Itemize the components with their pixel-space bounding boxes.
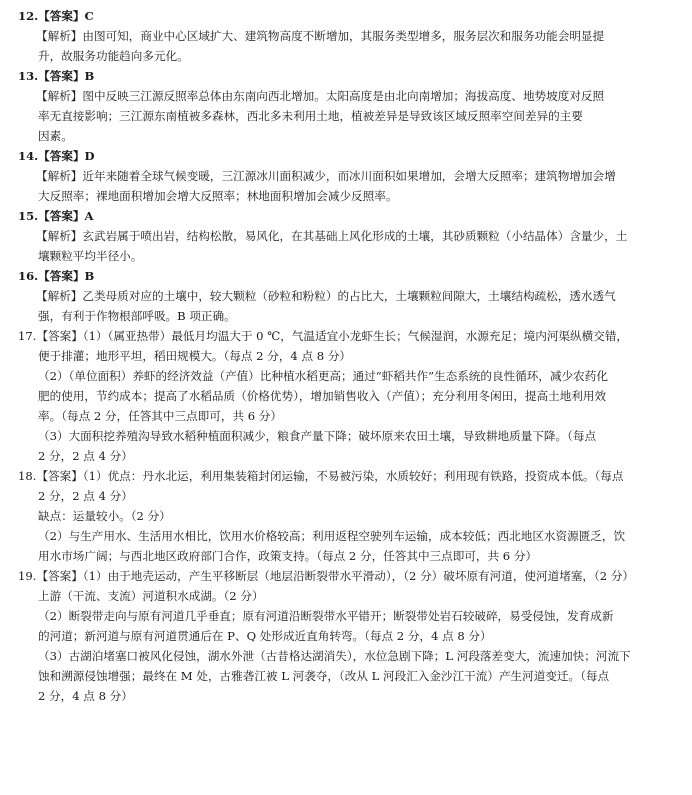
answer-text-line: （3）古湖泊堵塞口被风化侵蚀，湖水外泄（古昔格达湖消失），水位急剧下降；L 河段落差变大，流速加快；河流下 bbox=[38, 649, 631, 663]
answer-item bbox=[18, 566, 678, 706]
answer-text-line: 用水市场广阔；与西北地区政府部门合作，政策支持。（每点 2 分，任答其中三点即可，共 6 分） bbox=[38, 549, 538, 563]
answer-text-line: 2 分，2 点 4 分） bbox=[38, 449, 133, 463]
answer-text-line: 蚀和溯源侵蚀增强；最终在 M 处，古雅砻江被 L 河袭夺，（改从 L 河段汇入金沙江干流）产生河道变迁。（每点 bbox=[38, 669, 610, 683]
answer-header-line: 15.【答案】A bbox=[18, 209, 94, 223]
answer-header-line: 14.【答案】D bbox=[18, 149, 95, 163]
answer-text-line: 【解析】玄武岩属于喷出岩，结构松散，易风化，在其基础上风化形成的土壤，其砂质颗粒（小结晶体）含量少，土 bbox=[36, 229, 628, 243]
answer-item bbox=[18, 326, 678, 466]
answer-item bbox=[18, 266, 678, 326]
answer-text-line: 【解析】图中反映三江源反照率总体由东南向西北增加。太阳高度是由北向南增加；海拔高度、地势坡度对反照 bbox=[36, 89, 605, 103]
answer-header-line: 18.【答案】（1）优点：丹水北运，利用集装箱封闭运输，不易被污染，水质较好；利用现有铁路，投资成本低。（每点 bbox=[18, 469, 624, 483]
answer-item bbox=[18, 6, 678, 66]
answer-header-line: 17.【答案】（1）（属亚热带）最低月均温大于 0 ℃，气温适宜小龙虾生长；气候湿润，水源充足；境内河渠纵横交错， bbox=[18, 329, 629, 343]
answer-text-line: 2 分，4 点 8 分） bbox=[38, 689, 133, 703]
answer-header-line: 19.【答案】（1）由于地壳运动，产生平移断层（地层沿断裂带水平滑动），（2 分）破坏原有河道，使河道堵塞，（2 分） bbox=[18, 569, 635, 583]
answer-text-line: （2）（单位面积）养虾的经济效益（产值）比种植水稻更高；通过“虾稻共作”生态系统的良性循环，减少农药化 bbox=[38, 369, 608, 383]
answer-header-line: 16.【答案】B bbox=[18, 269, 95, 283]
answer-text-line: （3）大面积挖养殖沟导致水稻种植面积减少，粮食产量下降；破坏原来农田土壤，导致耕地质量下降。（每点 bbox=[38, 429, 597, 443]
answer-text-line: 便于排灌；地形平坦，稻田规模大。（每点 2 分，4 点 8 分） bbox=[38, 349, 352, 363]
answer-text-line: 壤颗粒平均半径小。 bbox=[38, 249, 143, 263]
answer-text-line: 率。（每点 2 分，任答其中三点即可，共 6 分） bbox=[38, 409, 282, 423]
answer-text-line: 因素。 bbox=[38, 129, 73, 143]
answer-text-line: 肥的使用，节约成本；提高了水稻品质（价格优势），增加销售收入（产值）；充分利用冬闲田，提高土地利用效 bbox=[38, 389, 607, 403]
answer-item bbox=[18, 146, 678, 206]
answer-text-line: 【解析】近年来随着全球气候变暖，三江源冰川面积减少，而冰川面积如果增加，会增大反照率；建筑物增加会增 bbox=[36, 169, 616, 183]
answer-text-line: 升，故服务功能趋向多元化。 bbox=[38, 49, 189, 63]
answer-text-line: （2）与生产用水、生活用水相比，饮用水价格较高；利用返程空驶列车运输，成本较低；西北地区水资源匮乏，饮 bbox=[38, 529, 626, 543]
answer-text-line: 上游（干流、支流）河道积水成湖。（2 分） bbox=[38, 589, 264, 603]
answer-header-line: 13.【答案】B bbox=[18, 69, 95, 83]
answer-text-line: 率无直接影响；三江源东南植被多森林，西北多未利用土地，植被差异是导致该区域反照率空间差异的主要 bbox=[38, 109, 583, 123]
answer-text-line: 的河道；新河道与原有河道贯通后在 P、Q 处形成近直角转弯。（每点 2 分，4 点 8 分） bbox=[38, 629, 492, 643]
answer-text-line: 大反照率；裸地面积增加会增大反照率；林地面积增加会减少反照率。 bbox=[38, 189, 398, 203]
answer-item bbox=[18, 206, 678, 266]
answer-text-line: 【解析】由图可知，商业中心区域扩大、建筑物高度不断增加，其服务类型增多，服务层次和服务功能会明显提 bbox=[36, 29, 605, 43]
answer-text-line: 缺点：运量较小。（2 分） bbox=[38, 509, 171, 523]
answer-text-line: 【解析】乙类母质对应的土壤中，较大颗粒（砂粒和粉粒）的占比大，土壤颗粒间隙大，土壤结构疏松，透水透气 bbox=[36, 289, 616, 303]
answer-item bbox=[18, 466, 678, 566]
answer-item bbox=[18, 66, 678, 146]
answer-text-line: 2 分，2 点 4 分） bbox=[38, 489, 133, 503]
answer-text-line: （2）断裂带走向与原有河道几乎垂直；原有河道沿断裂带水平错开；断裂带处岩石较破碎，易受侵蚀，发育成新 bbox=[38, 609, 614, 623]
answer-text-line: 强，有利于作物根部呼吸。B 项正确。 bbox=[38, 309, 236, 323]
answer-header-line: 12.【答案】C bbox=[18, 9, 94, 23]
